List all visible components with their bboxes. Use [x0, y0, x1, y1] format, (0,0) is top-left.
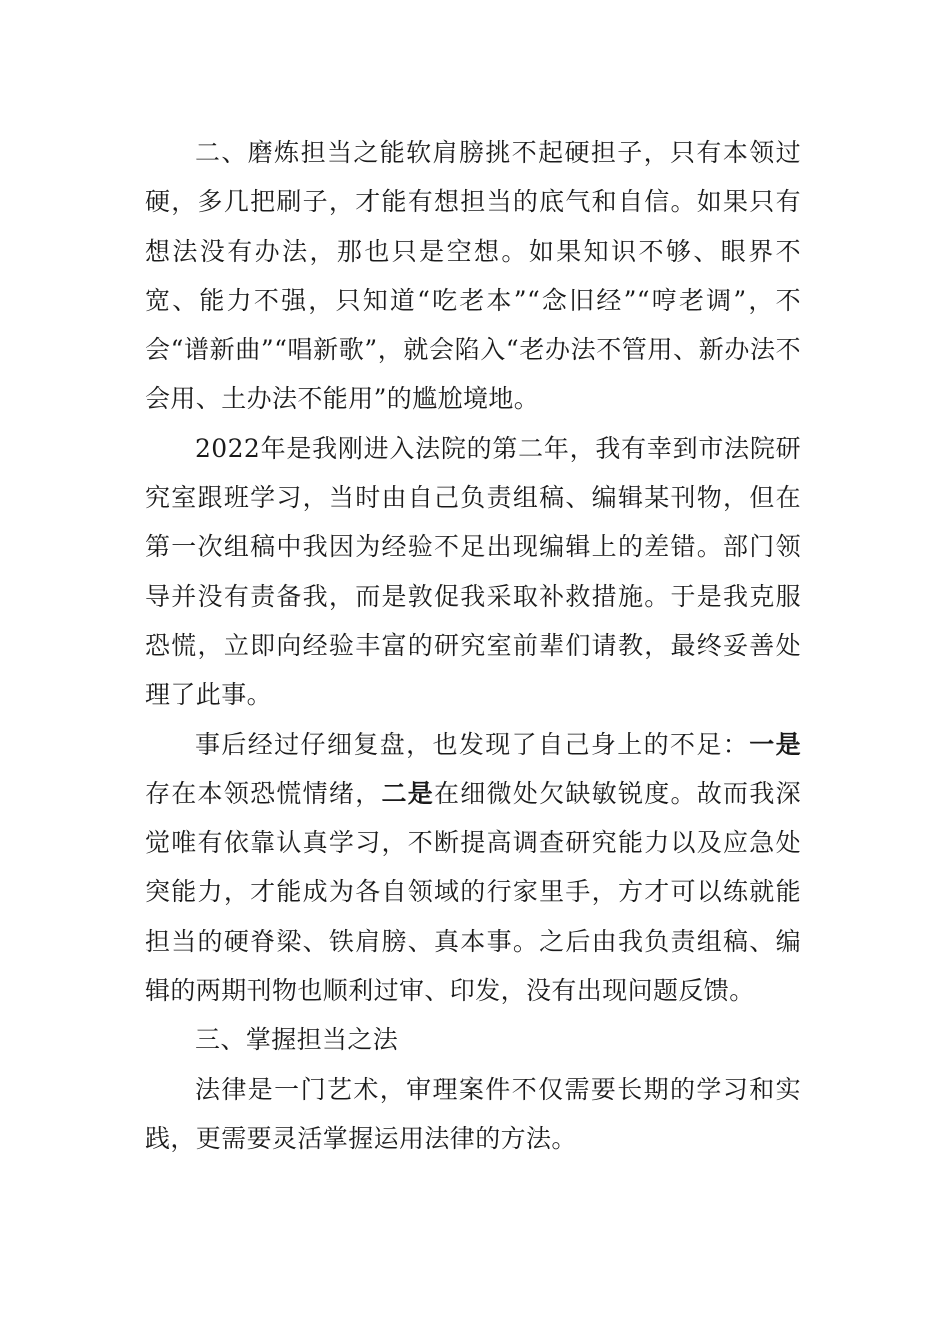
point1-label: 一是 — [749, 729, 801, 759]
point2-text: 在细微处欠缺敏锐度。故而我深觉唯有依靠认真学习，不断提高调查研究能力以及应急处突能力，才能成为各自领域的行家里手，方才可以练就能担当的硬脊梁、铁肩膀、真本事。之后由我负责组稿、编辑的两期刊物也顺利过审、印发，没有出现问题反馈。 — [145, 778, 801, 1006]
section2-paragraph: 二、磨炼担当之能软肩膀挑不起硬担子，只有本领过硬，多几把刷子，才能有想担当的底气和自信。如果只有想法没有办法，那也只是空想。如果知识不够、眼界不宽、能力不强，只知道“吃老本”“念旧经”“哼老调”，不会“谱新曲”“唱新歌”，就会陷入“老办法不管用、新办法不会用、土办法不能用”的尴尬境地。 — [145, 138, 801, 414]
point1-text: 存在本领恐慌情绪， — [145, 778, 382, 808]
reflection-intro: 事后经过仔细复盘，也发现了自己身上的不足： — [195, 729, 750, 759]
reflection-paragraph — [145, 720, 801, 1016]
point2-label: 二是 — [381, 778, 435, 808]
section3-heading: 三、掌握担当之法 — [195, 1025, 399, 1055]
section3-paragraph: 法律是一门艺术，审理案件不仅需要长期的学习和实践，更需要灵活掌握运用法律的方法。 — [145, 1074, 801, 1153]
story-paragraph: 2022年是我刚进入法院的第二年，我有幸到市法院研究室跟班学习，当时由自己负责组稿、编辑某刊物，但在第一次组稿中我因为经验不足出现编辑上的差错。部门领导并没有责备我，而是敦促我采取补救措施。于是我克服恐慌，立即向经验丰富的研究室前辈们请教，最终妥善处理了此事。 — [145, 433, 801, 710]
document-page — [145, 128, 801, 1163]
